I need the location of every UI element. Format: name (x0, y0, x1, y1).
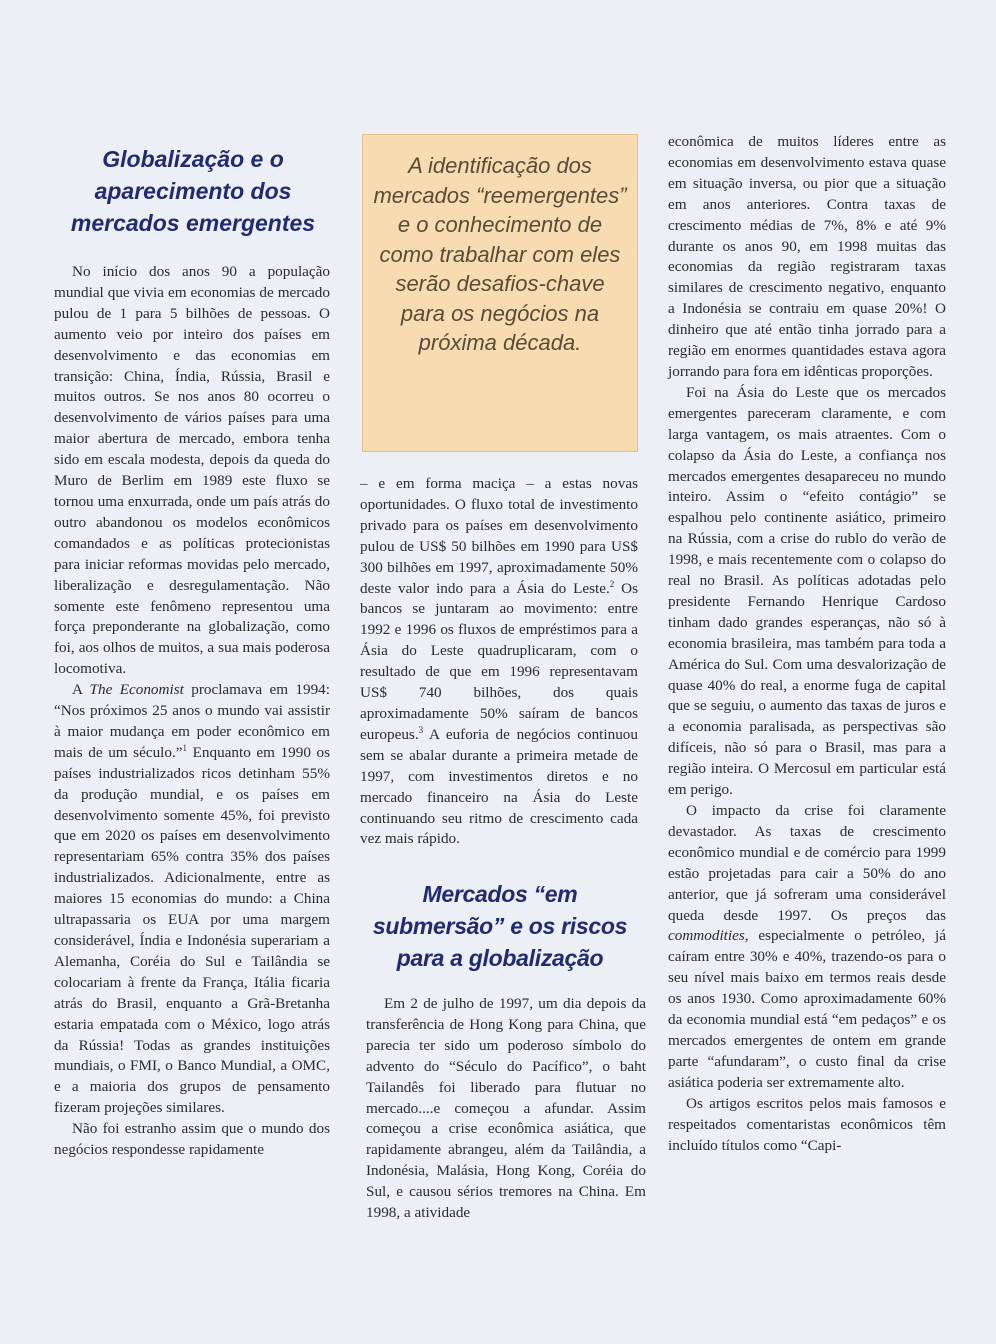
text-run: , especialmente o petróleo, já caíram entre 30% e 40%, trazendo-os para o seu nível mais baixo em termos reais desde os anos 1930. Como aproximadamente 60% da economia mundial está “em pedaços” e os mercados emergentes de ontem em grande parte “afundaram”, o custo final da crise asiática poderia ser extremamente alto. (668, 927, 946, 1091)
paragraph: Não foi estranho assim que o mundo dos negócios respondesse rapidamente (54, 1120, 330, 1159)
text-run: A (72, 681, 90, 699)
footnote-ref: 1 (182, 742, 188, 753)
text-run: Enquanto em 1990 os países industrializados ricos detinham 55% da produção mundial, e os países em desenvolvimento somente 45%, foi previsto que em 2020 os países em desenvolvimento representariam 65% contra 35% dos países industrializados. Adicionalmente, entre as maiores 15 economias do mundo: a China ultrapassaria os EUA por uma margem considerável, Índia e Indonésia superariam a Alemanha, Coréia do Sul e Tailândia se colocariam à frente da França, Itália ficaria atrás do Brasil, enquanto a Grã-Bretanha estaria empatada com o México, logo atrás da Rússia! Todas as grandes instituições mundiais, o FMI, o Banco Mundial, a OMC, e a maioria dos grupos de pensamento fizeram projeções similares. (54, 743, 331, 1117)
section-heading-globalization: Globalização e o aparecimento dos mercados emergentes (70, 146, 316, 236)
paragraph: econômica de muitos líderes entre as economias em desenvolvimento estava quase em situação inversa, ou pior que a situação em anos anteriores. Contra taxas de crescimento médias de 7%, 8% e até 9% durante os anos 90, em 1998 muitas das economias da região registraram taxas similares de crescimento negativo, enquanto a Indonésia se contraiu em quase 20%! O dinheiro que até então tinha jorrado para a região em enormes quantidades estava agora jorrando para fora em idênticas proporções. (668, 133, 946, 380)
text-run: Os bancos se juntaram ao movimento: entre 1992 e 1996 os fluxos de empréstimos para a Ásia do Leste quadruplicaram, com o resultado de que em 1996 representavam US$ 740 bilhões, dos quais aproximadamente 50% saíram de bancos europeus. (360, 579, 639, 743)
paragraph (54, 680, 330, 1119)
paragraph: No início dos anos 90 a população mundial que vivia em economias de mercado pulou de 1 para 5 bilhões de pessoas. O aumento veio por inteiro dos países em desenvolvimento e das economias em transição: China, Índia, Rússia, Brasil e muitos outros. Se nos anos 80 ocorreu o desenvolvimento de vários países para uma maior abertura de mercado, embora tenha sido em escala modesta, depois da queda do Muro de Berlim em 1989 este fluxo se tornou uma enxurrada, onde um país atrás do outro abandonou os modelos econômicos comandados e as políticas protecionistas para iniciar reformas movidas pelo mercado, liberalização e desregulamentação. Não somente este fenômeno representou uma força preponderante na globalização, como foi, aos olhos de muitos, a sua mais poderosa locomotiva. (54, 263, 330, 678)
pull-quote: A identificação dos mercados “reemergentes” e o conhecimento de como trabalhar com eles serão desafios-chave para os negócios na próxima década. (362, 134, 638, 452)
section-heading-submersion: Mercados “em submersão” e os riscos para a globalização (372, 881, 628, 971)
text-column-2-top (360, 474, 638, 850)
text-run: O impacto da crise foi claramente devastador. As taxas de crescimento econômico mundial e de comércio para 1999 estão projetadas para cair a 50% do ano anterior, que já sofreram uma considerável queda desde 1997. Os preços das (668, 802, 946, 924)
footnote-ref: 3 (418, 724, 424, 735)
footnote-ref: 2 (609, 578, 615, 589)
paragraph: Em 2 de julho de 1997, um dia depois da transferência de Hong Kong para China, que parecia ter sido um poderoso símbolo do advento do “Século do Pacífico”, o baht Tailandês foi liberado para flutuar no mercado....e começou a afundar. Assim começou a crise econômica asiática, que rapidamente abrangeu, além da Tailândia, a Indonésia, Malásia, Hong Kong, Coréia do Sul, e causou sérios tremores na China. Em 1998, a atividade (366, 995, 646, 1222)
text-run: A euforia de negócios continuou sem se abalar durante a primeira metade de 1997, com investimentos diretos e no mercado financeiro na Ásia do Leste continuando seu ritmo de crescimento cada vez mais rápido. (360, 725, 638, 848)
text-column-3 (668, 132, 946, 1156)
text-column-1 (54, 262, 330, 1161)
paragraph (360, 474, 638, 850)
text-run: proclamava em 1994: “Nos próximos 25 anos o mundo vai assistir à maior mudança em poder econômico em mais de um século.” (54, 681, 330, 761)
publication-title: The Economist (89, 681, 184, 699)
text-run: – e em forma maciça – a estas novas oportunidades. O fluxo total de investimento privado para os países em desenvolvimento pulou de US$ 50 bilhões em 1990 para US$ 300 bilhões em 1997, aproximadamente 50% deste valor indo para a Ásia do Leste. (360, 475, 638, 597)
paragraph (668, 801, 946, 1094)
paragraph: Os artigos escritos pelos mais famosos e respeitados comentaristas econômicos têm incluído títulos como “Capi- (668, 1094, 946, 1154)
text-column-2-bottom (366, 994, 646, 1224)
italic-term: commodities (668, 927, 745, 945)
paragraph: Foi na Ásia do Leste que os mercados emergentes pareceram claramente, e com larga vantagem, os mais atraentes. Com o colapso da Ásia do Leste, a confiança nos mercados emergentes desapareceu no mundo inteiro. Assim o “efeito contágio” se espalhou pelo continente asiático, primeiro na Rússia, com a crise do rublo do verão de 1998, e mais recentemente com o colapso do real no Brasil. As políticas adotadas pelo presidente Fernando Henrique Cardoso tinham dado grandes esperanças, não só à economia brasileira, mas também para toda a América do Sul. Com uma desvalorização de quase 40% do real, a enorme fuga de capital que se seguiu, o aumento das taxas de juros e a economia paralisada, as perspectivas são difíceis, não só para o Brasil, mas para a região inteira. O Mercosul em particular está em perigo. (668, 383, 946, 799)
